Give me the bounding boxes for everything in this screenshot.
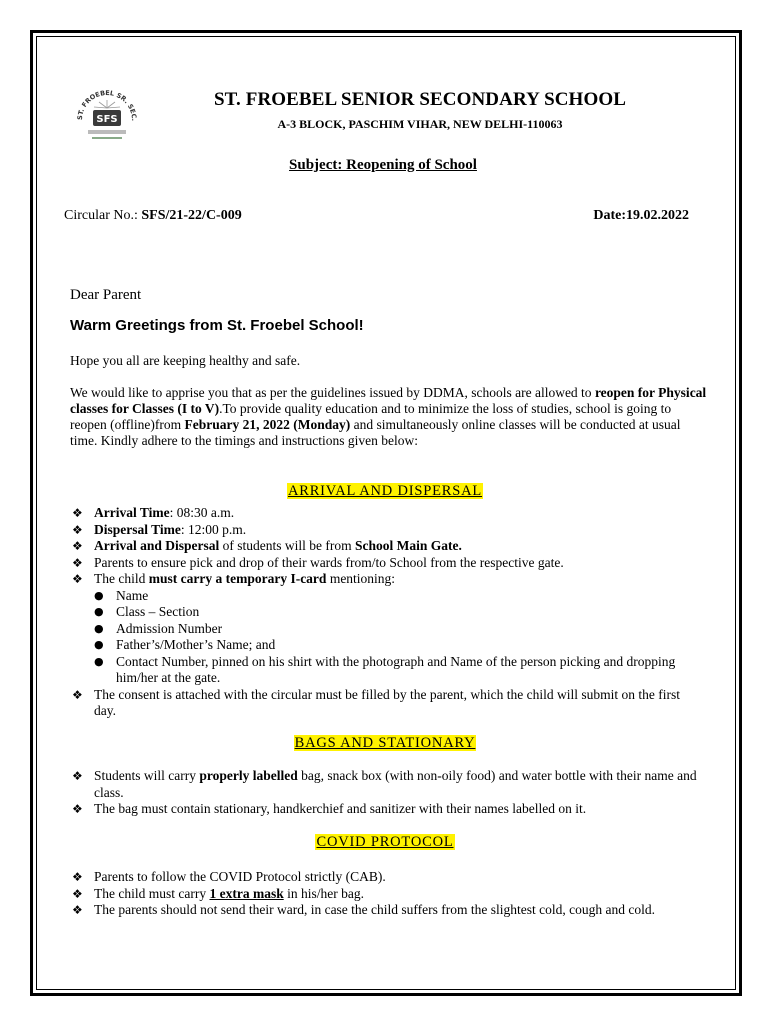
bullet-dot-icon: ● bbox=[94, 621, 104, 635]
list-item bbox=[72, 555, 702, 572]
item-text: Students will carry bbox=[94, 768, 200, 783]
bags-list bbox=[72, 768, 702, 818]
circular-number bbox=[64, 208, 242, 224]
para-bold-classes: reopen for Physical classes for Classes (I to V) bbox=[70, 385, 707, 416]
diamond-bullet-icon: ❖ bbox=[72, 870, 83, 884]
sub-list-item bbox=[94, 604, 702, 621]
diamond-bullet-icon: ❖ bbox=[72, 572, 83, 586]
bullet-dot-icon: ● bbox=[94, 605, 104, 618]
logo-initials: SFS bbox=[96, 114, 118, 125]
list-item bbox=[72, 768, 702, 801]
section-title: BAGS AND STATIONARY bbox=[294, 735, 476, 751]
bullet-dot-icon: ● bbox=[94, 654, 104, 668]
item-text: The child bbox=[94, 571, 149, 586]
field-text: Name bbox=[116, 587, 149, 603]
para-text: We would like to apprise you that as per the guidelines issued by DDMA, schools are allowed to bbox=[70, 385, 595, 400]
section-covid-protocol bbox=[0, 833, 770, 851]
field-text: Father’s/Mother’s Name; and bbox=[116, 637, 276, 652]
covid-list bbox=[72, 869, 702, 919]
list-item bbox=[72, 687, 702, 720]
diamond-bullet-icon: ❖ bbox=[72, 506, 83, 520]
sub-list-item bbox=[94, 621, 702, 638]
list-item bbox=[72, 869, 702, 886]
circular-date: Date:19.02.2022 bbox=[593, 208, 689, 223]
logo-arc-text: ST. FROEBEL SR. SEC. bbox=[75, 88, 139, 122]
list-item bbox=[72, 886, 702, 903]
diamond-bullet-icon: ❖ bbox=[72, 539, 83, 553]
item-text: mentioning: bbox=[326, 571, 396, 586]
diamond-bullet-icon: ❖ bbox=[72, 769, 83, 783]
field-text: Contact Number, pinned on his shirt with the photograph and Name of the person picking and dropping him/her at the gate. bbox=[116, 653, 676, 685]
item-text: Parents to follow the COVID Protocol strictly (CAB). bbox=[94, 869, 386, 884]
greeting: Warm Greetings from St. Froebel School! bbox=[70, 317, 364, 334]
item-text: The bag must contain stationary, handkerchief and sanitizer with their names labelled on it. bbox=[94, 801, 587, 816]
diamond-bullet-icon: ❖ bbox=[72, 903, 83, 917]
para-text: and simultaneously online classes will be conducted at usual time. Kindly adhere to the timings and instructions given below: bbox=[70, 417, 681, 448]
sub-list-item bbox=[94, 637, 702, 654]
subject-line: Subject: Reopening of School bbox=[289, 157, 477, 173]
diamond-bullet-icon: ❖ bbox=[72, 555, 83, 570]
item-bold: School Main Gate. bbox=[355, 538, 462, 553]
diamond-bullet-icon: ❖ bbox=[72, 802, 83, 816]
item-label: Arrival Time bbox=[94, 505, 170, 520]
item-bold: must carry a temporary I-card bbox=[148, 571, 327, 586]
item-text: Parents to ensure pick and drop of their wards from/to School from the respective gate. bbox=[94, 554, 564, 570]
item-text: of students will be from bbox=[219, 538, 355, 553]
list-item bbox=[72, 522, 702, 539]
list-item bbox=[72, 571, 702, 687]
bullet-dot-icon: ● bbox=[94, 638, 104, 651]
section-arrival-dispersal bbox=[0, 482, 770, 500]
intro-paragraph: Hope you all are keeping healthy and safe. bbox=[70, 353, 301, 368]
icard-fields-list bbox=[94, 588, 702, 687]
school-address: A-3 BLOCK, PASCHIM VIHAR, NEW DELHI-110063 bbox=[277, 117, 563, 131]
diamond-bullet-icon: ❖ bbox=[72, 886, 83, 901]
circular-label: Circular No.: bbox=[64, 208, 142, 223]
bullet-dot-icon: ● bbox=[94, 588, 104, 602]
item-text: The child must carry bbox=[94, 885, 210, 901]
section-title: ARRIVAL AND DISPERSAL bbox=[287, 483, 483, 499]
para-text: .To provide quality education and to minimize the loss of studies, school is going to reopen (offline)from bbox=[70, 401, 672, 432]
arrival-list bbox=[72, 505, 702, 720]
circular-value: SFS/21-22/C-009 bbox=[141, 208, 242, 223]
item-label: Dispersal Time bbox=[94, 521, 181, 537]
list-item bbox=[72, 505, 702, 522]
para-bold-date: February 21, 2022 (Monday) bbox=[184, 417, 351, 432]
field-text: Class – Section bbox=[116, 604, 200, 619]
item-text: The parents should not send their ward, in case the child suffers from the slightest cold, cough and cold. bbox=[94, 902, 655, 917]
item-text: bag, snack box (with non-oily food) and water bottle with their name and class. bbox=[94, 768, 697, 800]
item-value: : 12:00 p.m. bbox=[180, 521, 247, 537]
item-value: : 08:30 a.m. bbox=[169, 505, 235, 520]
sub-list-item bbox=[94, 588, 702, 605]
section-title: COVID PROTOCOL bbox=[316, 834, 454, 850]
salutation: Dear Parent bbox=[70, 287, 142, 303]
school-name: ST. FROEBEL SENIOR SECONDARY SCHOOL bbox=[214, 89, 626, 110]
item-underlined: 1 extra mask bbox=[209, 885, 284, 901]
sub-list-item bbox=[94, 654, 702, 687]
item-label: Arrival and Dispersal bbox=[94, 538, 220, 553]
list-item bbox=[72, 902, 702, 919]
item-text: The consent is attached with the circular must be filled by the parent, which the child will submit on the first day. bbox=[94, 686, 680, 718]
item-bold: properly labelled bbox=[199, 768, 298, 783]
section-bags-stationary bbox=[0, 734, 770, 752]
field-text: Admission Number bbox=[116, 620, 223, 636]
item-text: in his/her bag. bbox=[283, 885, 364, 901]
diamond-bullet-icon: ❖ bbox=[72, 687, 83, 702]
diamond-bullet-icon: ❖ bbox=[72, 522, 83, 537]
list-item bbox=[72, 538, 702, 555]
list-item bbox=[72, 801, 702, 818]
main-paragraph bbox=[70, 385, 710, 449]
